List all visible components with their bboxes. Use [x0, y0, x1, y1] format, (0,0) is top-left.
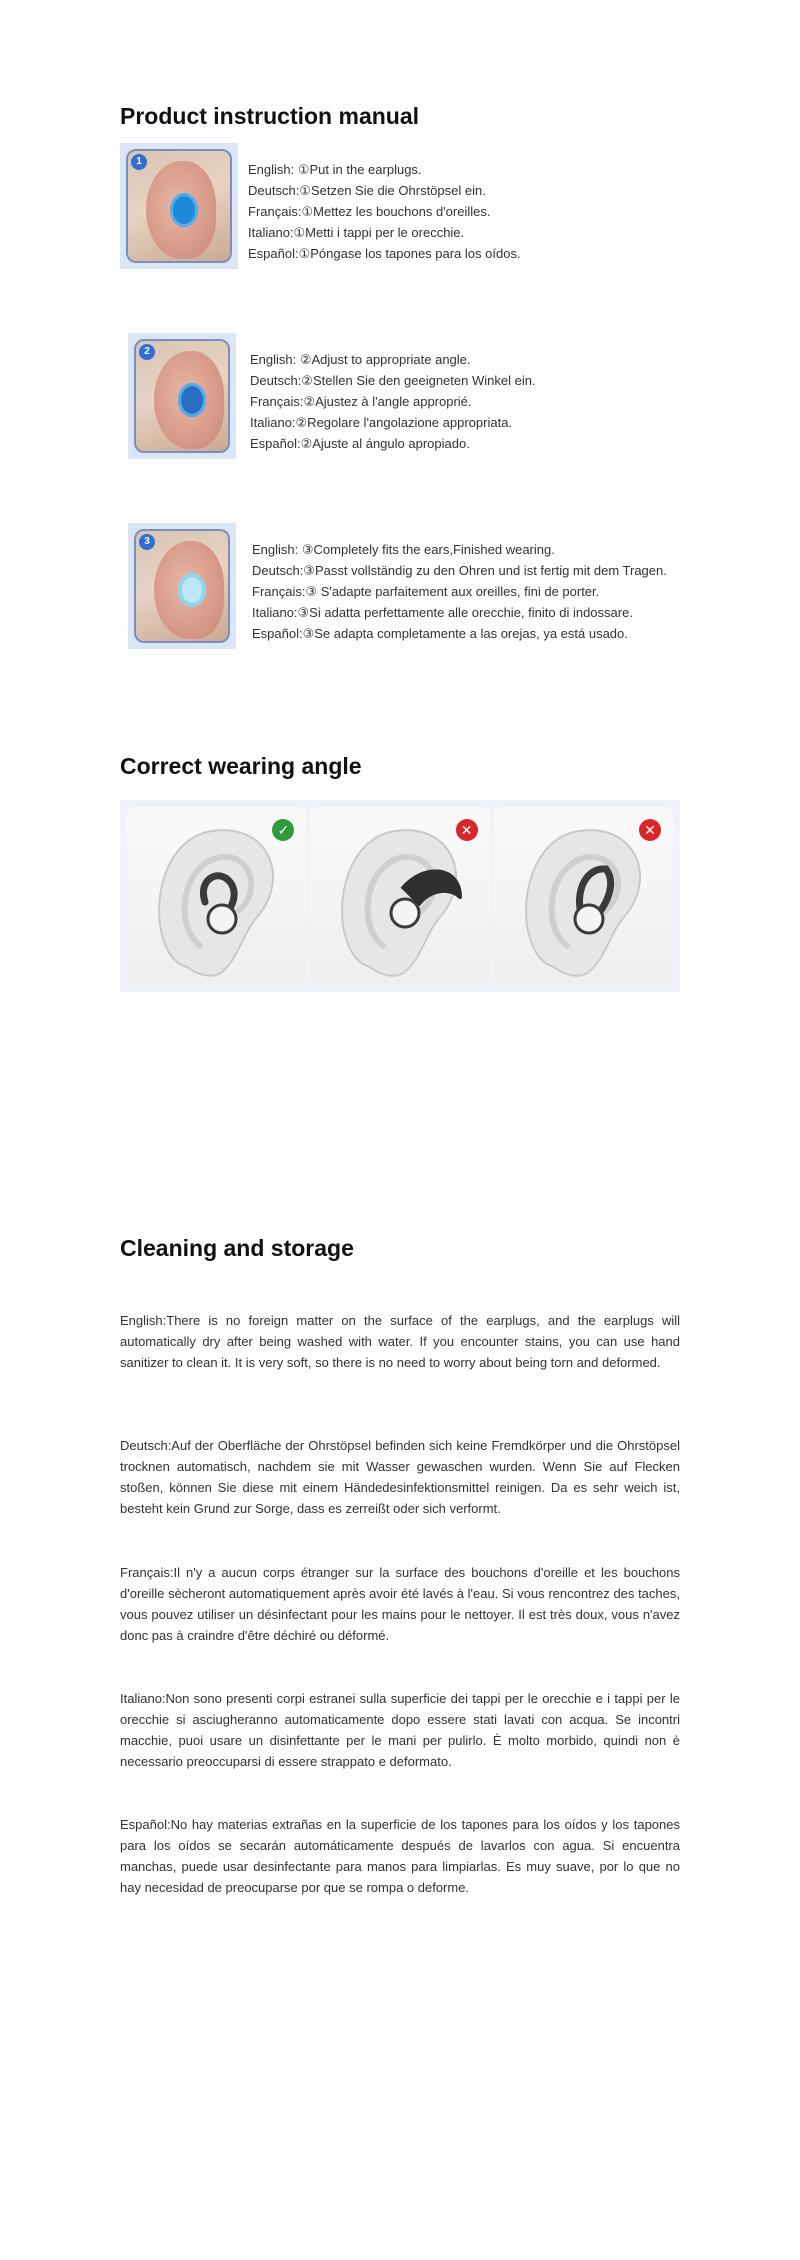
instruction-step-2 [128, 333, 688, 458]
manual-title: Product instruction manual [120, 103, 420, 129]
step-2-photo [128, 333, 236, 459]
step-line: Italiano:③Si adatta perfettamente alle orecchie, finito di indossare. [252, 605, 633, 620]
wearing-angle-images [120, 800, 680, 992]
cleaning-paragraph-english: English:There is no foreign matter on the surface of the earplugs, and the earplugs will automatically dry after being washed with water. If you encounter stains, you can use hand sanitizer to clean it. It is very soft, so there is no need to worry about being torn and deformed. [120, 1313, 680, 1370]
step-number-badge: 3 [139, 534, 155, 550]
cleaning-paragraph-italiano: Italiano:Non sono presenti corpi estranei sulla superficie dei tappi per le orecchie e i tappi per le orecchie si asciugheranno automaticamente dopo essere stati lavati con acqua. Se incontri macchie, puoi usare un disinfettante per le mani per pulirlo. È molto morbido, quindi non è necessario preoccuparsi di essere strappato e deformato. [120, 1691, 680, 1769]
angle-wrong-image-1 [310, 807, 489, 985]
angle-wrong-image-2 [494, 807, 673, 985]
earplug-icon [178, 383, 206, 417]
cleaning-paragraph-espanol: Español:No hay materias extrañas en la superficie de los tapones para los oídos y los tapones para los oídos se secarán automáticamente después de lavarlos con agua. Si encuentra manchas, puede usar desinfectante para manos para limpiarlas. Es muy suave, por lo que no hay necesidad de preocuparse por que se rompa o deforme. [120, 1817, 680, 1895]
step-line: English: ③Completely fits the ears,Finished wearing. [252, 542, 555, 557]
step-line: English: ①Put in the earplugs. [248, 162, 422, 177]
step-1-text [248, 159, 688, 264]
cross-icon: ✕ [639, 819, 661, 841]
cleaning-paragraph-deutsch: Deutsch:Auf der Oberfläche der Ohrstöpsel befinden sich keine Fremdkörper und die Ohrstöpsel trocknen automatisch, nachdem sie mit Wasser gewaschen wurden. Wenn Sie auf Flecken stoßen, können Sie diese mit einem Händedesinfektionsmittel reinigen. Da es sehr weich ist, besteht kein Grund zur Sorge, dass es zerreißt oder sich verformt. [120, 1438, 680, 1516]
cross-icon: ✕ [456, 819, 478, 841]
step-3-text [252, 539, 692, 644]
cleaning-title: Cleaning and storage [120, 1235, 354, 1261]
step-line: Italiano:①Metti i tappi per le orecchie. [248, 225, 465, 240]
step-line: Deutsch:①Setzen Sie die Ohrstöpsel ein. [248, 183, 486, 198]
step-number-badge: 2 [139, 344, 155, 360]
step-line: Français:②Ajustez à l'angle approprié. [250, 394, 472, 409]
step-line: Français:①Mettez les bouchons d'oreilles. [248, 204, 491, 219]
earplug-icon [170, 193, 198, 227]
earplug-icon [178, 573, 206, 607]
step-line: Deutsch:③Passt vollständig zu den Ohren und ist fertig mit dem Tragen. [252, 563, 667, 578]
step-line: Italiano:②Regolare l'angolazione appropriata. [250, 415, 513, 430]
step-line: Français:③ S'adapte parfaitement aux oreilles, fini de porter. [252, 584, 600, 599]
step-3-photo [128, 523, 236, 649]
step-number-badge: 1 [131, 154, 147, 170]
instruction-step-1 [120, 143, 680, 268]
angle-correct-image [127, 807, 306, 985]
step-line: Español:①Póngase los tapones para los oídos. [248, 246, 521, 261]
instruction-step-3 [128, 523, 688, 648]
step-1-photo [120, 143, 238, 269]
step-line: Deutsch:②Stellen Sie den geeigneten Winkel ein. [250, 373, 536, 388]
angle-title: Correct wearing angle [120, 753, 362, 779]
check-icon: ✓ [272, 819, 294, 841]
step-2-text [250, 349, 690, 454]
step-line: English: ②Adjust to appropriate angle. [250, 352, 471, 367]
step-line: Español:②Ajuste al ángulo apropiado. [250, 436, 470, 451]
step-line: Español:③Se adapta completamente a las orejas, ya está usado. [252, 626, 628, 641]
cleaning-paragraph-francais: Français:Il n'y a aucun corps étranger sur la surface des bouchons d'oreille et les bouchons d'oreille sècheront automatiquement après avoir été lavés à l'eau. Si vous rencontrez des taches, vous pouvez utiliser un désinfectant pour les mains pour le nettoyer. Il est très doux, vous n'avez donc pas à craindre d'être déchiré ou déformé. [120, 1565, 680, 1643]
